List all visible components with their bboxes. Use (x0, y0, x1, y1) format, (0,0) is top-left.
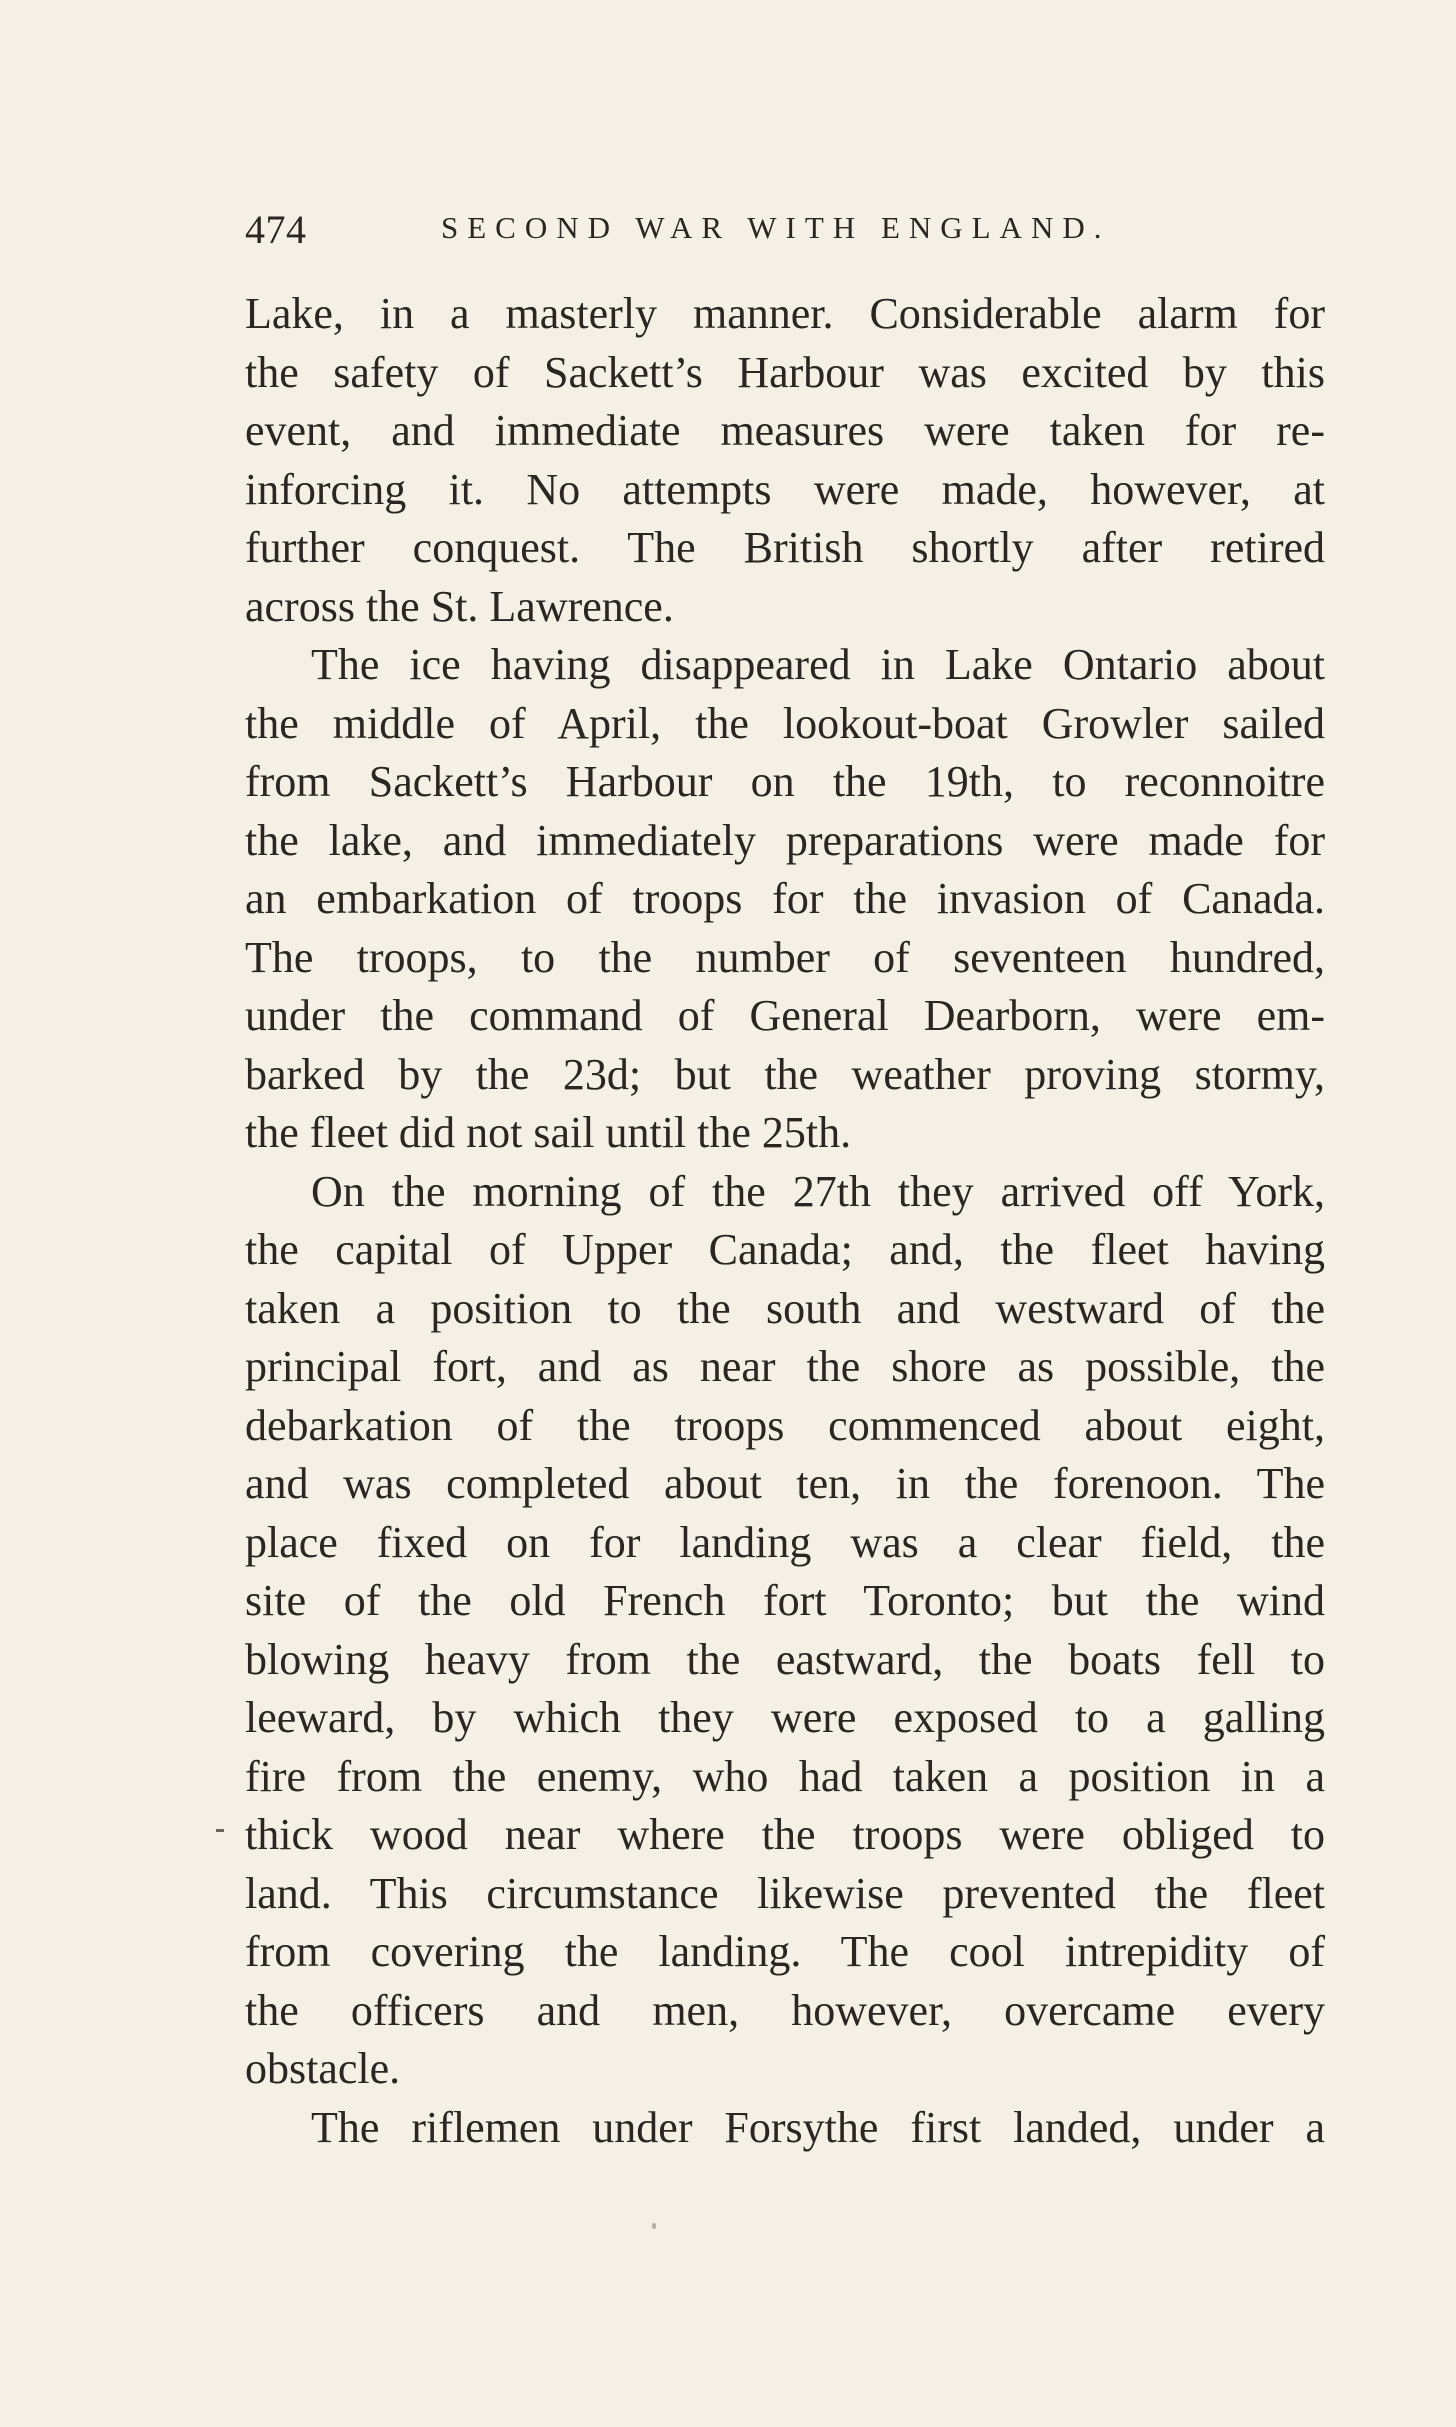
text-line: inforcing it. No attempts were made, however, at (245, 464, 1325, 514)
text-line: place fixed on for landing was a clear field, the (245, 1517, 1325, 1567)
text-line: leeward, by which they were exposed to a galling (245, 1693, 1325, 1742)
text-line: the middle of April, the lookout-boat Growler sailed (245, 698, 1325, 748)
running-title: SECOND WAR WITH ENGLAND. (441, 210, 1111, 245)
page-number: 474 (245, 207, 307, 252)
text-line: The troops, to the number of seventeen hundred, (245, 932, 1325, 982)
text-line: Lake, in a masterly manner. Considerable alarm for (245, 289, 1325, 338)
text-line: taken a position to the south and westward of the (245, 1283, 1325, 1333)
text-line: principal fort, and as near the shore as possible, the (245, 1342, 1325, 1391)
page-header (245, 206, 1325, 254)
text-line: land. This circumstance likewise prevented the fleet (245, 1868, 1325, 1918)
text-line: barked by the 23d; but the weather proving stormy, (245, 1049, 1325, 1099)
text-line: under the command of General Dearborn, were em- (245, 991, 1325, 1040)
text-line: On the morning of the 27th they arrived off York, (311, 1166, 1325, 1216)
text-line: the capital of Upper Canada; and, the fleet having (245, 1225, 1325, 1274)
text-line: and was completed about ten, in the forenoon. The (245, 1459, 1325, 1508)
text-line: the officers and men, however, overcame every (245, 1985, 1325, 2035)
text-line: obstacle. (245, 2044, 401, 2093)
margin-mark (216, 1829, 224, 1832)
text-line: from Sackett’s Harbour on the 19th, to reconnoitre (245, 757, 1325, 806)
text-line: blowing heavy from the eastward, the boats fell to (245, 1634, 1325, 1684)
text-line: event, and immediate measures were taken for re- (245, 406, 1325, 455)
text-line: the lake, and immediately preparations were made for (245, 815, 1325, 865)
text-line: The ice having disappeared in Lake Ontario about (311, 640, 1325, 689)
text-line: across the St. Lawrence. (245, 581, 674, 631)
text-line: debarkation of the troops commenced about eight, (245, 1400, 1325, 1450)
text-line: The riflemen under Forsythe first landed, under a (311, 2102, 1325, 2152)
text-line: the safety of Sackett’s Harbour was excited by this (245, 347, 1325, 397)
text-line: fire from the enemy, who had taken a position in a (245, 1751, 1325, 1801)
text-line: thick wood near where the troops were obliged to (245, 1810, 1325, 1859)
body-text (245, 285, 1325, 2157)
paper-speck (652, 2223, 656, 2229)
text-line: site of the old French fort Toronto; but the wind (245, 1576, 1325, 1625)
text-line: the fleet did not sail until the 25th. (245, 1108, 852, 1157)
text-line: further conquest. The British shortly after retired (245, 523, 1325, 572)
text-line: from covering the landing. The cool intrepidity of (245, 1927, 1325, 1976)
text-line: an embarkation of troops for the invasion of Canada. (245, 874, 1325, 923)
